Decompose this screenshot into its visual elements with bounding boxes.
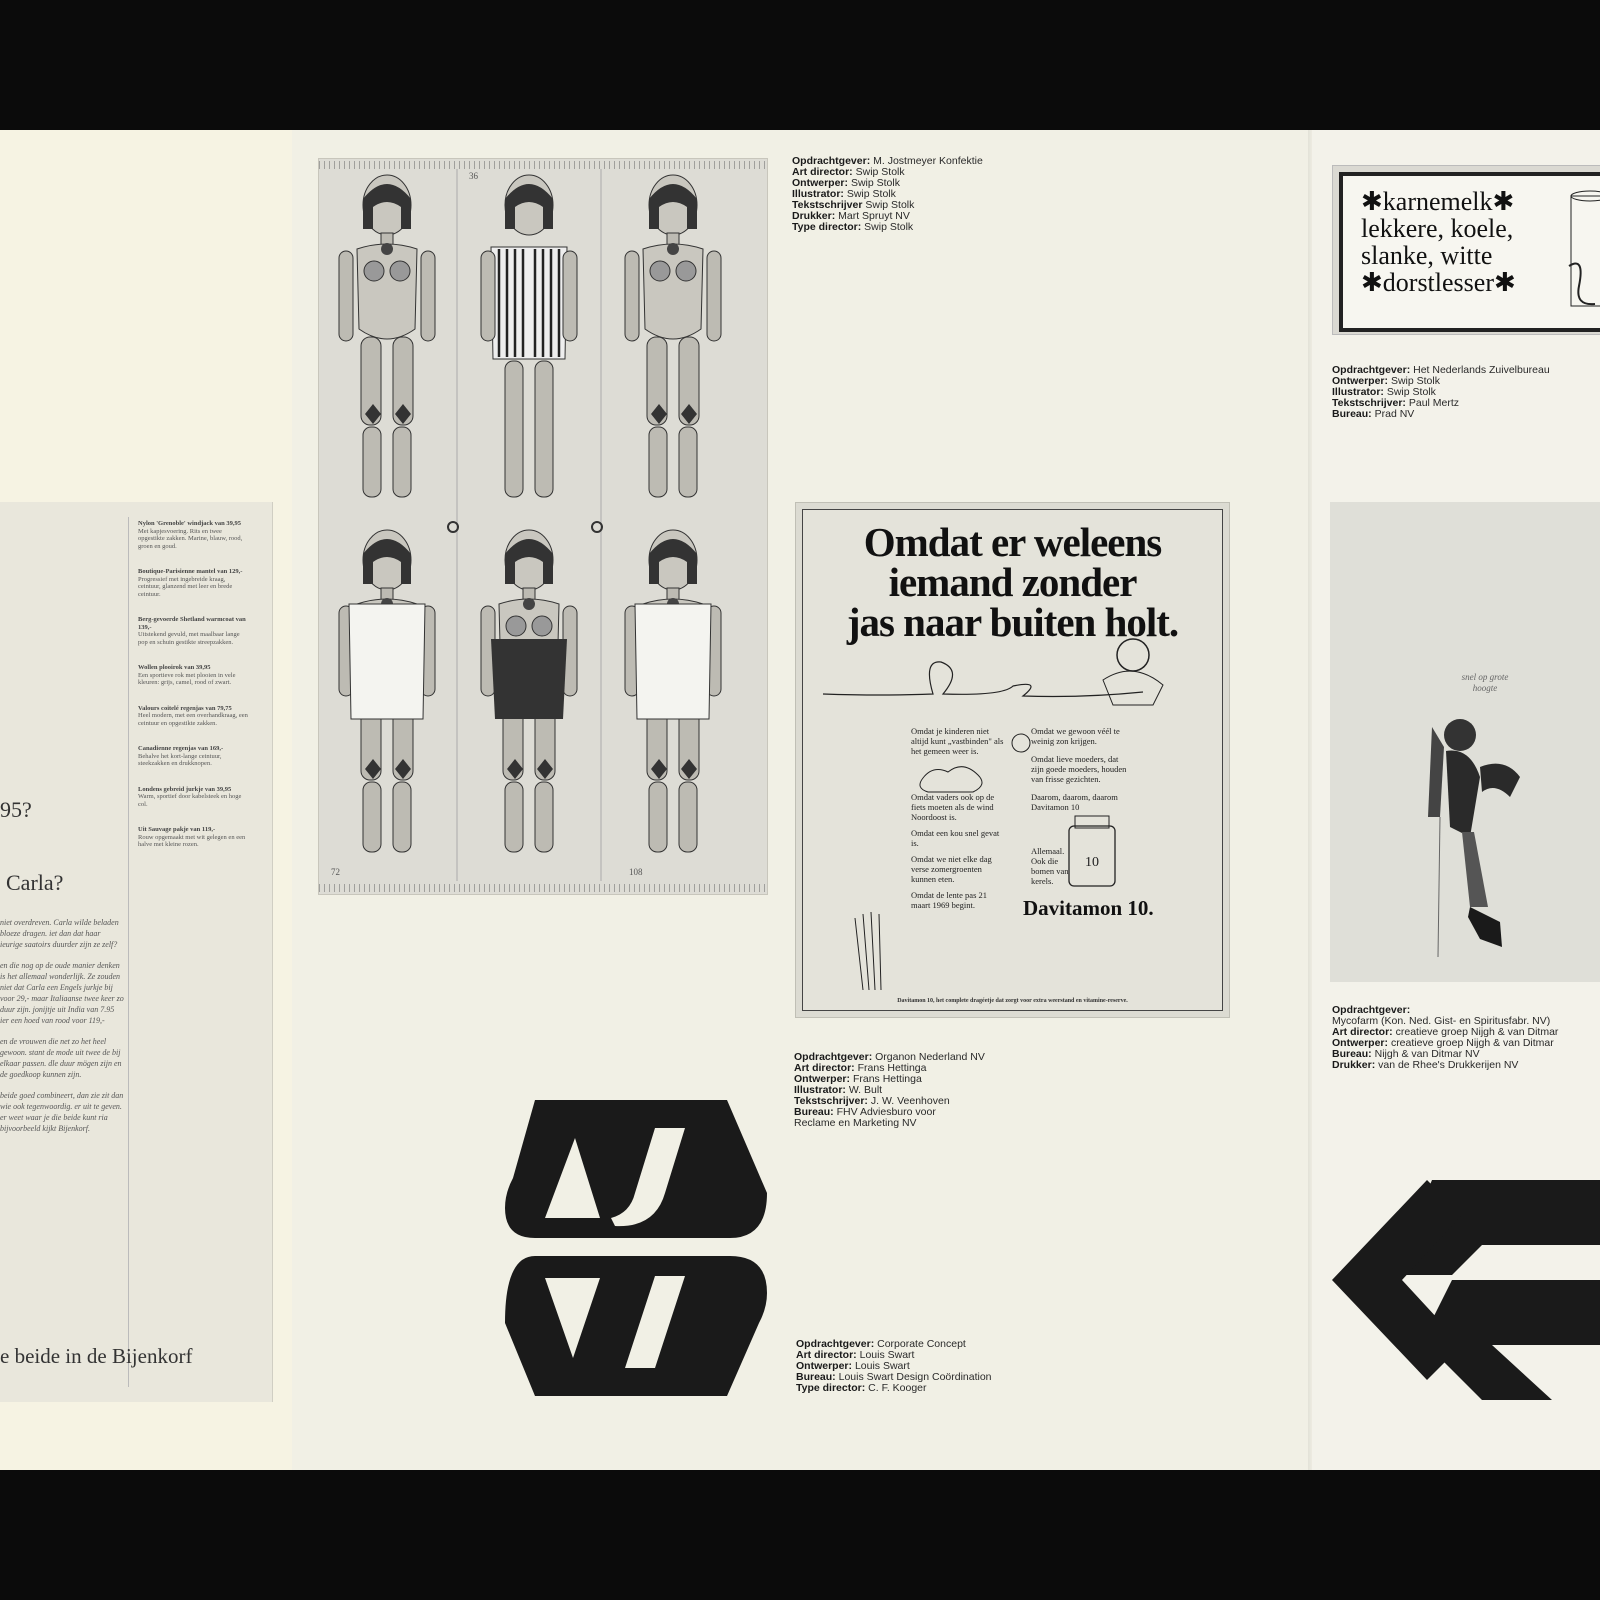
doll-figure-striped: [481, 175, 577, 497]
bijenkorf-item: [138, 616, 248, 646]
column-divider: [128, 517, 129, 1387]
jetpack-figure: [1410, 707, 1550, 957]
credit-row: [792, 222, 983, 233]
karnemelk-line: ✱dorstlesser✱: [1361, 268, 1516, 297]
bijenkorf-item-list: [138, 520, 248, 867]
credit-value: C. F. Kooger: [868, 1382, 927, 1394]
bijenkorf-name-question: Carla?: [6, 870, 64, 895]
item-title: Boutique-Parisienne mantel van 129,-: [138, 568, 243, 575]
copy-paragraph: Omdat lieve moeders, dat zijn goede moeders, houden van frisse gezichten.: [1031, 754, 1127, 784]
davitamon-ad-frame: [802, 509, 1223, 1011]
credit-value: Swip Stolk: [855, 166, 905, 178]
item-title: Valours coitelé regenjas van 79,75: [138, 704, 232, 712]
bijenkorf-body-copy: [0, 917, 124, 1144]
credit-value: M. Jostmeyer Konfektie: [873, 155, 983, 167]
karnemelk-frame: [1339, 172, 1600, 332]
copy-paragraph: Allemaal. Ook die bomen van kerels.: [1031, 846, 1069, 886]
headline-line: Omdat er weleens: [863, 519, 1162, 565]
credit-label: Opdrachtgever:: [796, 1338, 875, 1350]
credit-value: Louis Swart: [854, 1360, 910, 1372]
credit-value: Frans Hettinga: [857, 1062, 927, 1074]
sheet-number: 72: [331, 867, 340, 877]
credit-value: Louis Swart Design Coördination: [838, 1371, 992, 1383]
headline-line: jas naar buiten holt.: [846, 599, 1179, 645]
credit-label: Drukker:: [1332, 1059, 1376, 1071]
doll-figures: [319, 159, 767, 894]
copy-paragraph: Omdat we gewoon véél te weinig zon krijgen.: [1031, 726, 1120, 746]
karnemelk-line: ✱karnemelk✱: [1361, 187, 1515, 216]
item-desc: Met kapjesvoering. Rits en twee opgestikte zakken. Marine, blauw, rood, groen en goud.: [138, 527, 243, 550]
credits-organon: [794, 1052, 985, 1129]
credits-mycofarm: [1332, 1005, 1558, 1071]
credit-value: Paul Mertz: [1408, 397, 1460, 409]
davitamon-copy-left: [911, 726, 1006, 756]
item-title: Wollen plooirok van 39,95: [138, 664, 211, 671]
item-title: Uit Sauvage pakje van 119,-: [138, 826, 216, 833]
copy-paragraph: Daarom, daarom, daarom Davitamon 10: [1031, 792, 1118, 812]
sheet-number: 108: [629, 867, 643, 877]
credit-label: Art director:: [794, 1062, 855, 1074]
credit-value: Mycofarm (Kon. Ned. Gist- en Spiritusfabr. NV): [1332, 1015, 1551, 1027]
credit-label: Tekstschrijver:: [1332, 397, 1406, 409]
davitamon-copy-left: [911, 792, 1006, 910]
credit-label: Bureau:: [1332, 1048, 1372, 1060]
corporate-concept-logo: [505, 1098, 770, 1398]
credit-value: van de Rhee's Drukkerijen NV: [1378, 1059, 1519, 1071]
credit-label: Opdrachtgever:: [794, 1051, 873, 1063]
bijenkorf-item: [138, 745, 248, 768]
credit-value: Prad NV: [1374, 408, 1415, 420]
credit-value: J. W. Veenhoven: [870, 1095, 950, 1107]
credit-label: Ontwerper:: [1332, 375, 1389, 387]
credit-row: [1332, 409, 1550, 420]
copy-paragraph: Omdat je kinderen niet altijd kunt „vastbinden" als het gemeen weer is.: [911, 726, 1004, 756]
credit-label: Opdrachtgever:: [1332, 1004, 1411, 1016]
item-title: Nylon 'Grenoble' windjack van 39,95: [138, 520, 241, 527]
credit-label: Ontwerper:: [794, 1073, 851, 1085]
credit-label: Type director:: [796, 1382, 866, 1394]
credit-value: creatieve groep Nijgh & van Ditmar: [1390, 1037, 1554, 1049]
credit-label: Ontwerper:: [792, 177, 849, 189]
item-desc: Uitstekend gevuld, met maalbaar lange pop en schuin gestikte streepzakken.: [138, 631, 240, 646]
left-page: [0, 130, 292, 1470]
credit-label: Opdrachtgever:: [792, 155, 871, 167]
credit-value: Nijgh & van Ditmar NV: [1374, 1048, 1480, 1060]
bijenkorf-footer: e beide in de Bijenkorf: [0, 1344, 193, 1368]
credit-label: Art director:: [1332, 1026, 1393, 1038]
davitamon-copy-right: [1031, 726, 1131, 812]
bijenkorf-item: [138, 705, 248, 728]
davitamon-brand: Davitamon 10.: [1023, 896, 1154, 920]
credits-zuivelbureau: [1332, 365, 1550, 420]
credit-label: Type director:: [792, 221, 862, 233]
item-title: Londens gebreid jurkje van 39,95: [138, 785, 232, 793]
credit-row: [796, 1383, 992, 1394]
copy-paragraph: Omdat we niet elke dag verse zomergroenten kunnen eten.: [911, 854, 992, 884]
bijenkorf-item: [138, 786, 248, 809]
karnemelk-ad: [1332, 165, 1600, 335]
credit-value: Swip Stolk: [1386, 386, 1436, 398]
doll-figure: [339, 175, 435, 497]
credit-value: Frans Hettinga: [852, 1073, 922, 1085]
credit-value: Reclame en Marketing NV: [794, 1117, 917, 1129]
bijenkorf-item: [138, 826, 248, 849]
headline-line: iemand zonder: [888, 559, 1137, 605]
davitamon-copy-right: [1031, 846, 1071, 886]
item-desc: Behalve het kort-lange ceintuur, steekzakken en drukknopen.: [138, 752, 222, 767]
credit-value: creatieve groep Nijgh & van Ditmar: [1395, 1026, 1559, 1038]
bijenkorf-paragraph: beide goed combineert, dan zie zit dan wie ook tegenwoordig. er uit te geven. er weet waar je die beide kunt ria bijvoorbeeld kijkt Bijenkorf.: [0, 1091, 124, 1133]
mycofarm-caption: snel op grote hoogte: [1461, 672, 1509, 693]
credit-value: Swip Stolk: [1390, 375, 1440, 387]
arrow-logo: [1332, 1175, 1600, 1400]
credit-value: Corporate Concept: [877, 1338, 966, 1350]
credit-label: Drukker:: [792, 210, 836, 222]
credit-value: Swip Stolk: [864, 221, 914, 233]
credit-label: Tekstschrijver: [792, 199, 863, 211]
karnemelk-text: [1361, 188, 1516, 296]
item-title: Berg-gevoerde Shetland warmcoat van 139,-: [138, 616, 246, 631]
doll-cutout-sheet: [318, 158, 768, 895]
credit-label: Ontwerper:: [1332, 1037, 1389, 1049]
item-desc: Warm, sportief door kabelsteek en hoge col.: [138, 793, 242, 808]
bijenkorf-item: [138, 664, 248, 687]
glass-icon: [1565, 186, 1600, 316]
davitamon-ad: [795, 502, 1230, 1018]
item-desc: Rouw opgemaakt met wit gelegen en een halve met kleine rozen.: [138, 833, 246, 848]
credit-label: Art director:: [796, 1349, 857, 1361]
credit-label: Illustrator:: [1332, 386, 1384, 398]
item-desc: Progressief met ingebreide kraag, ceintuur, glanzend met leer en brede ceintuur.: [138, 575, 233, 598]
credit-value: FHV Adviesburo voor: [836, 1106, 936, 1118]
credit-label: Ontwerper:: [796, 1360, 853, 1372]
bijenkorf-paragraph: en die nog op de oude manier denken is het allemaal wonderlijk. Ze zouden niet dat Carla een Engels jurkje bij voor 29,- maar Italiaanse twee keer zo duur zijn. jonijtje uit India van 7.95 ier een hoed van rood voor 119,-: [0, 961, 124, 1025]
copy-paragraph: Omdat vaders ook op de fiets moeten als de wind Noordoost is.: [911, 792, 995, 822]
bijenkorf-item: [138, 568, 248, 598]
svg-text:10: 10: [1085, 855, 1099, 870]
item-desc: Heel modern, met een overhandkraag, een ceintuur en opgestikte zakken.: [138, 712, 248, 727]
credit-row: [1332, 1060, 1558, 1071]
bijenkorf-price-question: 95?: [0, 797, 32, 822]
credit-label: Bureau:: [1332, 408, 1372, 420]
sheet-number: 36: [469, 171, 478, 181]
credit-value: W. Bult: [848, 1084, 883, 1096]
credit-row: [794, 1118, 985, 1129]
copy-paragraph: Omdat de lente pas 21 maart 1969 begint.: [911, 890, 988, 910]
credit-value: Het Nederlands Zuivelbureau: [1413, 364, 1550, 376]
copy-paragraph: Omdat een kou snel gevat is.: [911, 828, 1000, 848]
credit-value: Louis Swart: [859, 1349, 915, 1361]
book-spread: [0, 130, 1600, 1470]
credit-value: Organon Nederland NV: [875, 1051, 985, 1063]
credit-value: Swip Stolk: [846, 188, 896, 200]
bijenkorf-item: [138, 520, 248, 550]
davitamon-illustration: [803, 510, 1222, 1010]
credit-label: Tekstschrijver:: [794, 1095, 868, 1107]
credit-value: Swip Stolk: [865, 199, 915, 211]
bijenkorf-paragraph: niet overdreven. Carla wilde beladen bloeze dragen. iet dan dat haar ieurige saatoirs duurder zijn ze zelf?: [0, 918, 119, 949]
davitamon-footline: Davitamon 10, het complete dragéetje dat zorgt voor extra weerstand en vitamine-reserve.: [897, 998, 1128, 1004]
item-desc: Een sportieve rok met plooien in vele kleuren: grijs, camel, rood of zwart.: [138, 671, 236, 686]
mycofarm-ad: [1330, 502, 1600, 982]
credits-jostmeyer: [792, 156, 983, 233]
credit-label: Bureau:: [794, 1106, 834, 1118]
credits-corporate: [796, 1339, 992, 1394]
credit-label: Art director:: [792, 166, 853, 178]
bijenkorf-paragraph: en de vrouwen die net zo het heel gewoon. stant de mode uit twee de bij elkaar passen. dle duur mögen zijn en de goedkoop kunnen zijn.: [0, 1037, 122, 1079]
credit-value: Swip Stolk: [850, 177, 900, 189]
karnemelk-line: lekkere, koele,: [1361, 214, 1514, 243]
bijenkorf-ad: [0, 502, 273, 1402]
credit-label: Opdrachtgever:: [1332, 364, 1411, 376]
credit-value: Mart Spruyt NV: [838, 210, 910, 222]
credit-label: Illustrator:: [792, 188, 844, 200]
karnemelk-line: slanke, witte: [1361, 241, 1493, 270]
item-title: Canadienne regenjas van 169,-: [138, 745, 224, 752]
credit-label: Illustrator:: [794, 1084, 846, 1096]
credit-label: Bureau:: [796, 1371, 836, 1383]
